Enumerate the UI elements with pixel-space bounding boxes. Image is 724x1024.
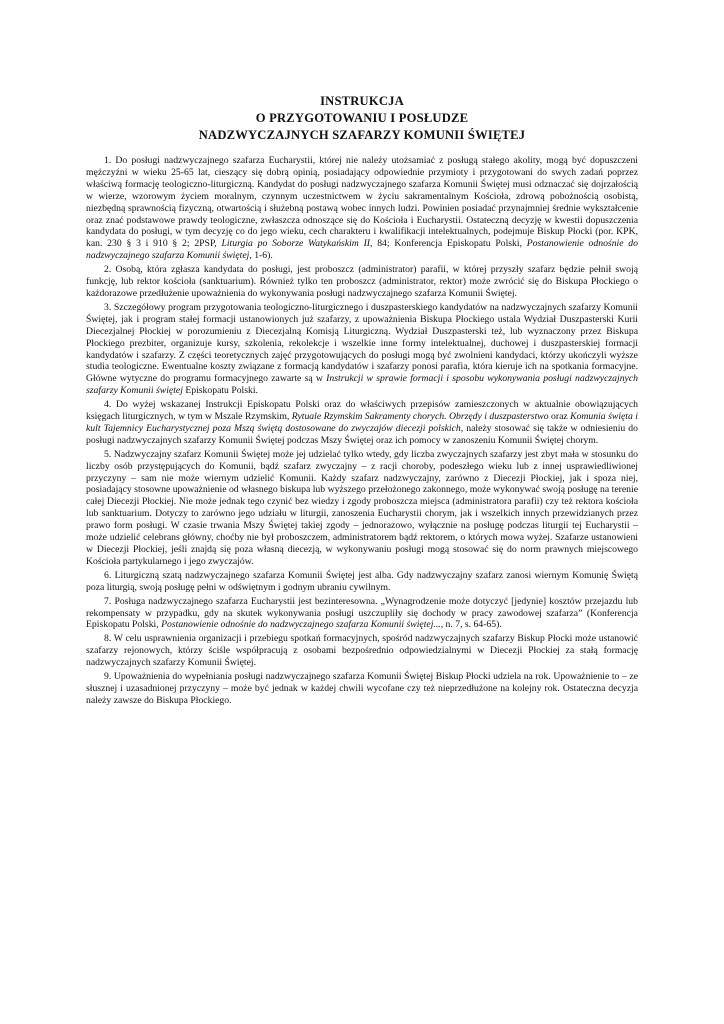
paragraph-9 [86,671,638,707]
paragraph-7 [86,596,638,632]
paragraph-1-text-3: , 1-6). [249,250,273,262]
paragraph-6 [86,570,638,594]
paragraph-4-text: 4. Do wyżej wskazanej Instrukcji Episkopatu Polski oraz do właściwych przepisów zamieszczonych w aktualnie obowiązujących księgach liturgicznych, w tym w Mszale Rzymskim, [86,399,638,423]
paragraph-3-citation: Instrukcji w sprawie formacji i sposobu wykonywania posługi nadzwyczajnych szafarzy Komunii świętej [86,373,638,397]
paragraph-2-text: 2. Osobą, która zgłasza kandydata do posługi, jest proboszcz (administrator) parafii, w której przyszły szafarz będzie pełnił swoją funkcję, lub rektor kościoła (sanktuarium). Również tylko ten proboszcz (administrator, rektor) może zwrócić się do Biskupa Płockiego o każdorazowe przedłużenie upoważnienia do wykonywania posługi nadzwyczajnego szafarza Komunii Świętej. [86,264,638,299]
paragraph-1-text-2: , 84; Konferencja Episkopatu Polski, [370,238,527,250]
paragraph-2 [86,264,638,300]
title-line-3: NADZWYCZAJNYCH SZAFARZY KOMUNII ŚWIĘTEJ [198,128,526,142]
paragraph-4-text-2: oraz [548,411,571,423]
paragraph-6-text: 6. Liturgiczną szatą nadzwyczajnego szafarza Komunii Świętej jest alba. Gdy nadzwyczajny szafarz zanosi wiernym Komunię Świętą poza liturgią, swoją posługę pełni w odświętnym i godnym ubraniu cywilnym. [86,569,638,593]
paragraph-1 [86,155,638,262]
paragraph-4-citation-2: Komunia święta i kult Tajemnicy Eucharystycznej poza Mszą świętą dostosowane do zwyczajów diecezji polskich [86,411,638,434]
paragraph-4-text-3: , należy stosować się także w odniesieniu do posługi nadzwyczajnych szafarzy Komunii Świętej podczas Mszy Świętej oraz ich pomocy w zanoszeniu Komunii Świętej chorym. [86,422,638,446]
paragraph-1-citation-2: Postanowienie odnośnie do nadzwyczajnego szafarza Komunii świętej [86,238,638,262]
paragraph-3-text-2: Episkopatu Polski. [182,385,258,397]
paragraph-8 [86,633,638,669]
paragraph-4-citation: Rytuale Rzymskim Sakramenty chorych. Obrzędy i duszpasterstwo [291,411,549,423]
paragraph-1-citation: Liturgia po Soborze Watykańskim II [221,238,371,250]
document-title [86,93,638,144]
paragraph-7-text: 7. Posługa nadzwyczajnego szafarza Eucharystii jest bezinteresowna. „Wynagrodzenie może dotyczyć [jedynie] kosztów przejazdu lub rekompensaty w przypadku, gdy na skutek wykonywania posługi uszczupliły się dochody w pracy zawodowej szafarza” (Konferencja Episkopatu Polski, [86,595,638,631]
paragraph-5-text: 5. Nadzwyczajny szafarz Komunii Świętej może jej udzielać tylko wtedy, gdy liczba zwyczajnych szafarzy jest zbyt mała w stosunku do liczby osób przystępujących do Komunii, bądź szafarz zwyczajny – z racji choroby, podeszłego wieku lub z innej usprawiedliwionej przyczyny – sam nie może wiernym udzielić Komunii. Każdy szafarz nadzwyczajny, zarówno z Diecezji Płockiej, jak i spoza niej, posiadający stosowne upoważnienie od własnego biskupa lub wyższego przełożonego zakonnego, może wykonywać swoją posługę na terenie całej Diecezji Płockiej. Nie może jednak tego czynić bez wiedzy i zgody proboszcza miejsca (administratora parafii) czy też rektora kościoła lub sanktuarium. Dotyczy to zarówno jego udziału w liturgii, zanoszenia Eucharystii chorym, jak i wszelkich innych przewidzianych przez prawo form posługi. W czasie trwania Mszy Świętej takiej zgody – jednorazowo, wyłącznie na posługę podczas liturgii tej Eucharystii – może udzielić celebrans główny, choćby nie był proboszczem, administratorem bądź rektorem, o których mowa wyżej. Szafarze ustanowieni w Diecezji Płockiej, jeśli znajdą się poza własną diecezją, w wykonywaniu posługi mogą stosować się do norm prawnych miejscowego Kościoła partykularnego i jego zwyczajów. [86,448,638,567]
paragraph-7-text-2: , n. 7, s. 64-65). [440,619,502,631]
paragraph-3 [86,302,638,397]
title-line-1: INSTRUKCJA [320,94,404,108]
title-line-2: O PRZYGOTOWANIU I POSŁUDZE [255,111,469,125]
paragraph-1-text: 1. Do posługi nadzwyczajnego szafarza Eucharystii, której nie należy utożsamiać z posługą stałego akolity, mogą być dopuszczeni mężczyźni w wieku 25-65 lat, cieszący się dobrą opinią, posiadający odpowiednie przymioty i przygotowani do swych zadań poprzez właściwą formację teologiczno-liturgiczną. Kandydat do posługi nadzwyczajnego szafarza Komunii Świętej musi odznaczać się dojrzałością w wierze, wzorowym życiem moralnym, czynnym uczestnictwem w życiu sakramentalnym Kościoła, zdrową pobożnością osobistą, niezbędną sprawnością fizyczną, otwartością i służebną postawą wobec innych ludzi. Powinien posiadać przynajmniej średnie wykształcenie oraz znać podstawowe prawdy teologiczne, zwłaszcza odnoszące się do Kościoła i Eucharystii. Ostateczną decyzję w kwestii dopuszczenia kandydata do posługi, w tym decyzję co do jego wieku, cech charakteru i kwalifikacji intelektualnych, podejmuje Biskup Płocki (por. KPK, kan. 230 § 3 i 910 § 2; 2PSP, [86,155,638,250]
paragraph-4 [86,399,638,447]
paragraph-9-text: 9. Upoważnienia do wypełniania posługi nadzwyczajnego szafarza Komunii Świętej Biskup Płocki udziela na rok. Upoważnienie to – ze słusznej i uzasadnionej przyczyny – może być jednak w każdej chwili wycofane czy też nieprzedłużone na kolejny rok. Ostateczna decyzja należy zawsze do Biskupa Płockiego. [86,671,638,706]
paragraph-7-citation: Postanowienie odnośnie do nadzwyczajnego szafarza Komunii świętej... [161,619,441,631]
paragraph-8-text: 8. W celu usprawnienia organizacji i przebiegu spotkań formacyjnych, spośród nadzwyczajnych szafarzy Biskup Płocki może ustanowić szafarzy rejonowych, którzy ściśle współpracują z osobami bezpośrednio odpowiedzialnymi w Diecezji Płockiej za stałą formację nadzwyczajnych szafarzy Komunii Świętej. [86,633,638,669]
paragraph-3-text: 3. Szczegółowy program przygotowania teologiczno-liturgicznego i duszpasterskiego kandydatów na nadzwyczajnych szafarzy Komunii Świętej, jak i program stałej formacji ustanowionych już szafarzy, z upoważnienia Biskupa Płockiego ustala Wydział Duszpasterski Kurii Diecezjalnej Płockiej w porozumieniu z Diecezjalną Komisją Liturgiczną. Wydział Duszpasterski też, lub wyznaczony przez Biskupa Płockiego prezbiter, organizuje kursy, szkolenia, rekolekcje i wszelkie inne formy intelektualnej, duchowej i duszpasterskiej formacji kandydatów i szafarzy. Z części teoretycznych zajęć przygotowujących do posługi mogą być zwolnieni kandydaci, którzy ukończyli wyższe studia teologiczne. Ewentualne koszty związane z formacją kandydatów i szafarzy ponosi parafia, która kieruje ich na spotkania formacyjne. Główne wytyczne do programu formacyjnego zawarte są w [86,301,638,385]
paragraph-5 [86,449,638,568]
